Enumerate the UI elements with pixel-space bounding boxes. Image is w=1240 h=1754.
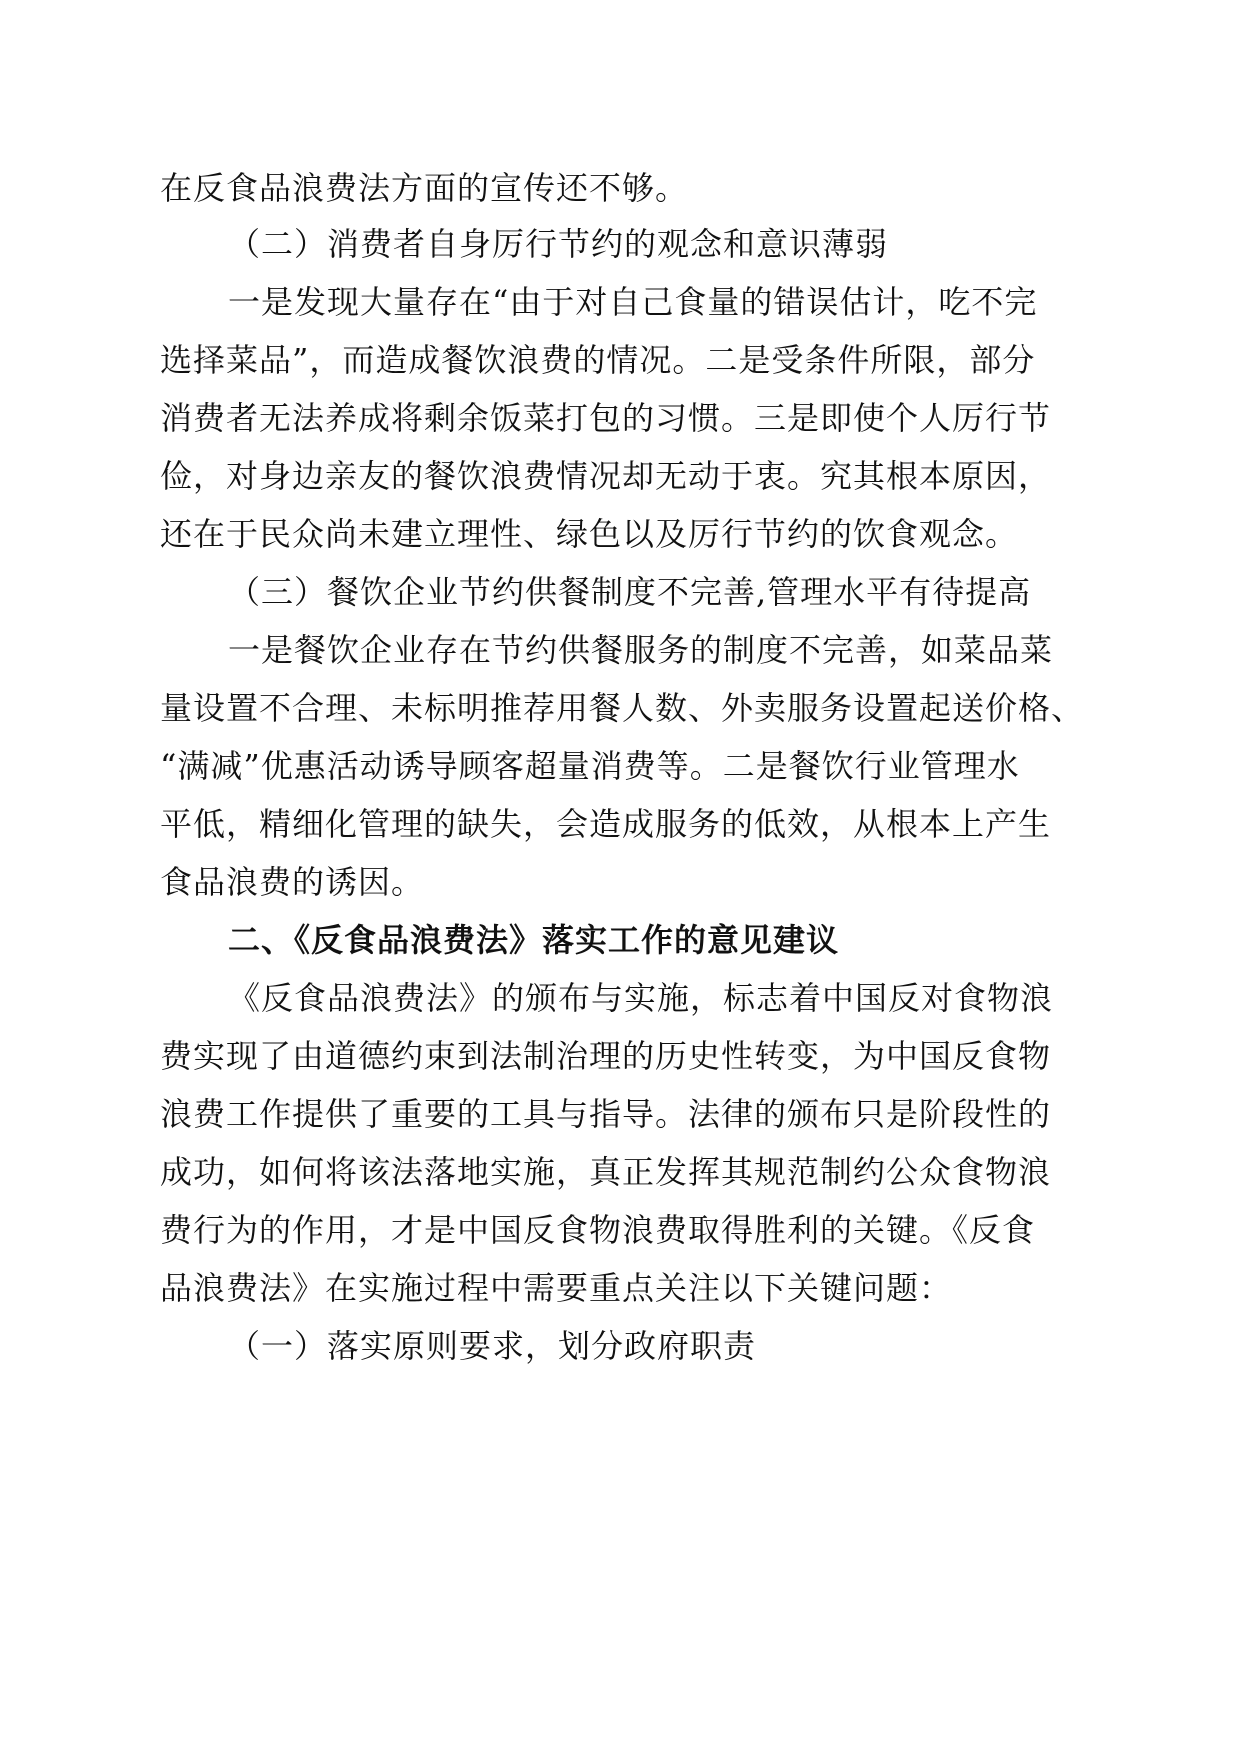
paragraph-line: 浪费工作提供了重要的工具与指导。法律的颁布只是阶段性的 [160,1095,1052,1133]
paragraph-line: 平低，精细化管理的缺失，会造成服务的低效，从根本上产生 [160,805,1052,843]
paragraph-line: 一是发现大量存在“由于对自己食量的错误估计，吃不完 [228,283,1038,321]
paragraph-line: 在反食品浪费法方面的宣传还不够。 [160,169,689,207]
paragraph-line: 一是餐饮企业存在节约供餐服务的制度不完善，如菜品菜 [228,631,1054,669]
paragraph-line: 食品浪费的诱因。 [160,863,425,901]
paragraph-line: 消费者无法养成将剩余饭菜打包的习惯。三是即使个人厉行节 [160,399,1052,437]
paragraph-line: 品浪费法》在实施过程中需要重点关注以下关键问题： [160,1269,953,1307]
subheading-government-duties: （一）落实原则要求，划分政府职责 [228,1327,757,1365]
paragraph-line: 还在于民众尚未建立理性、绿色以及厉行节约的饮食观念。 [160,515,1019,553]
paragraph-line: 选择菜品”，而造成餐饮浪费的情况。二是受条件所限，部分 [160,341,1036,379]
paragraph-line: 量设置不合理、未标明推荐用餐人数、外卖服务设置起送价格、 [160,689,1085,727]
paragraph-line: “满减”优惠活动诱导顾客超量消费等。二是餐饮行业管理水 [160,747,1020,785]
paragraph-line: 《反食品浪费法》的颁布与实施，标志着中国反对食物浪 [228,979,1054,1017]
paragraph-line: 费行为的作用，才是中国反食物浪费取得胜利的关键。《反食 [160,1211,1036,1249]
paragraph-line: 俭，对身边亲友的餐饮浪费情况却无动于衷。究其根本原因， [160,457,1052,495]
paragraph-line: 成功，如何将该法落地实施，真正发挥其规范制约公众食物浪 [160,1153,1052,1191]
subheading-catering-management: （三）餐饮企业节约供餐制度不完善,管理水平有待提高 [228,573,1032,611]
paragraph-line: 费实现了由道德约束到法制治理的历史性转变，为中国反食物 [160,1037,1052,1075]
subheading-consumer-awareness: （二）消费者自身厉行节约的观念和意识薄弱 [228,225,889,263]
section-heading-recommendations: 二、《反食品浪费法》落实工作的意见建议 [228,921,840,959]
